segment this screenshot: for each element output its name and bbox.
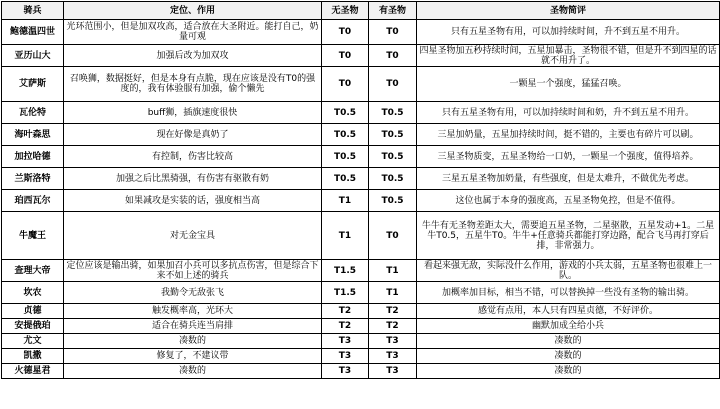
role-text: 定位应该是输出骑，如果加召小兵可以多抗点伤害，但是综合下来不如上述的骑兵 [64, 260, 322, 282]
relic-review: 这位也属于本身的强度高，五星圣物免控，但是不值得。 [417, 190, 720, 212]
cavalry-tier-table [1, 1, 720, 379]
tier-no-relic: T0.5 [322, 146, 369, 168]
relic-review: 幽默加成全给小兵 [417, 319, 720, 334]
tier-with-relic: T3 [369, 349, 417, 364]
relic-review: 凑数的 [417, 349, 720, 364]
tier-no-relic: T2 [322, 304, 369, 319]
relic-review: 只有五星圣物有用，可以加持续时间，升不到五星不用升。 [417, 20, 720, 45]
cavalry-name: 牛魔王 [2, 212, 64, 260]
cavalry-name: 加拉哈德 [2, 146, 64, 168]
relic-review: 四星圣物加五秒持续时间，五星加暴击，圣物很不错，但是升不到四星的话就不用升了。 [417, 45, 720, 67]
cavalry-name: 瓦伦特 [2, 102, 64, 124]
table-row [2, 67, 720, 102]
tier-no-relic: T1 [322, 190, 369, 212]
tier-no-relic: T3 [322, 334, 369, 349]
cavalry-name: 凯撒 [2, 349, 64, 364]
role-text: 触发概率高，光环大 [64, 304, 322, 319]
relic-review: 三星五星圣物加奶量，有些强度，但是太难升，不做优先考虑。 [417, 168, 720, 190]
relic-review: 看起来强无敌，实际没什么作用，游戏的小兵太弱，五星圣物也很难上一队。 [417, 260, 720, 282]
relic-review: 凑数的 [417, 364, 720, 379]
tier-with-relic: T0.5 [369, 102, 417, 124]
role-text: 修复了，不建议带 [64, 349, 322, 364]
tier-with-relic: T1 [369, 282, 417, 304]
role-text: 如果减攻是实装的话，强度相当高 [64, 190, 322, 212]
tier-no-relic: T1.5 [322, 260, 369, 282]
table-row [2, 45, 720, 67]
table-row [2, 304, 720, 319]
role-text: 加强后改为加双攻 [64, 45, 322, 67]
tier-with-relic: T0.5 [369, 124, 417, 146]
tier-no-relic: T0.5 [322, 168, 369, 190]
tier-no-relic: T0 [322, 67, 369, 102]
table-row [2, 168, 720, 190]
table-row [2, 20, 720, 45]
tier-with-relic: T0 [369, 20, 417, 45]
tier-no-relic: T3 [322, 364, 369, 379]
table-row [2, 102, 720, 124]
cavalry-name: 艾萨斯 [2, 67, 64, 102]
cavalry-name: 兰斯洛特 [2, 168, 64, 190]
role-text: 有控制，伤害比较高 [64, 146, 322, 168]
tier-with-relic: T0 [369, 45, 417, 67]
cavalry-name: 查理大帝 [2, 260, 64, 282]
tier-no-relic: T0.5 [322, 124, 369, 146]
cavalry-name: 亚历山大 [2, 45, 64, 67]
cavalry-name: 安提俄珀 [2, 319, 64, 334]
tier-no-relic: T1 [322, 212, 369, 260]
tier-with-relic: T0.5 [369, 146, 417, 168]
tier-with-relic: T0 [369, 212, 417, 260]
table-row [2, 364, 720, 379]
cavalry-name: 海叶森思 [2, 124, 64, 146]
tier-no-relic: T3 [322, 349, 369, 364]
role-text: 凑数的 [64, 364, 322, 379]
cavalry-name: 坎农 [2, 282, 64, 304]
table-row [2, 282, 720, 304]
table-header-row [2, 2, 720, 20]
table-body [2, 20, 720, 379]
role-text: 对无金宝具 [64, 212, 322, 260]
role-text: buff狮，插旗速度很快 [64, 102, 322, 124]
cavalry-name: 火德星君 [2, 364, 64, 379]
tier-no-relic: T2 [322, 319, 369, 334]
relic-review: 三星加奶量，五星加持续时间，挺不错的，主要也有碎片可以刷。 [417, 124, 720, 146]
table-row [2, 124, 720, 146]
header-relic-review: 圣物简评 [417, 2, 720, 20]
cavalry-name: 尤文 [2, 334, 64, 349]
table-row [2, 319, 720, 334]
relic-review: 加概率加目标，相当不错，可以替换掉一些没有圣物的输出骑。 [417, 282, 720, 304]
role-text: 加强之后比黑骑强，有伤害有驱散有奶 [64, 168, 322, 190]
tier-no-relic: T0 [322, 45, 369, 67]
header-no-relic: 无圣物 [322, 2, 369, 20]
table-row [2, 349, 720, 364]
tier-with-relic: T2 [369, 304, 417, 319]
tier-with-relic: T3 [369, 334, 417, 349]
relic-review: 只有五星圣物有用，可以加持续时间和奶，升不到五星不用升。 [417, 102, 720, 124]
role-text: 我勤令无敌张飞 [64, 282, 322, 304]
role-text: 凑数的 [64, 334, 322, 349]
relic-review: 感觉有点用，本人只有四星贞德，不好评价。 [417, 304, 720, 319]
header-cavalry: 骑兵 [2, 2, 64, 20]
tier-no-relic: T1.5 [322, 282, 369, 304]
tier-with-relic: T3 [369, 364, 417, 379]
role-text: 召唤狮，数据挺好，但是本身有点脆，现在应该是没有T0的强度的，我有体验服有加强，偷个懒先 [64, 67, 322, 102]
header-role: 定位、作用 [64, 2, 322, 20]
role-text: 适合在骑兵连当肩排 [64, 319, 322, 334]
role-text: 光环范围小，但是加双攻高，适合放在大圣附近。能打自己，奶量可观 [64, 20, 322, 45]
table-row [2, 190, 720, 212]
relic-review: 牛牛有无圣物差距太大，需要追五星圣物，二星驱散，五星发动+1。二星牛T0.5，五星牛T0。牛牛+任意骑兵都能打穿边路，配合飞马再打穿后排，非常强力。 [417, 212, 720, 260]
cavalry-name: 珀西瓦尔 [2, 190, 64, 212]
table-row [2, 146, 720, 168]
table-row [2, 260, 720, 282]
relic-review: 凑数的 [417, 334, 720, 349]
tier-with-relic: T0 [369, 67, 417, 102]
table-row [2, 334, 720, 349]
cavalry-name: 鲍德温四世 [2, 20, 64, 45]
tier-no-relic: T0.5 [322, 102, 369, 124]
tier-with-relic: T0.5 [369, 168, 417, 190]
tier-with-relic: T0.5 [369, 190, 417, 212]
role-text: 现在好像是真奶了 [64, 124, 322, 146]
header-with-relic: 有圣物 [369, 2, 417, 20]
tier-with-relic: T1 [369, 260, 417, 282]
tier-with-relic: T2 [369, 319, 417, 334]
tier-no-relic: T0 [322, 20, 369, 45]
relic-review: 三星圣物质变，五星圣物给一口奶，一颗星一个强度，值得培养。 [417, 146, 720, 168]
table-row [2, 212, 720, 260]
cavalry-name: 贞德 [2, 304, 64, 319]
relic-review: 一颗星一个强度，猛猛召唤。 [417, 67, 720, 102]
